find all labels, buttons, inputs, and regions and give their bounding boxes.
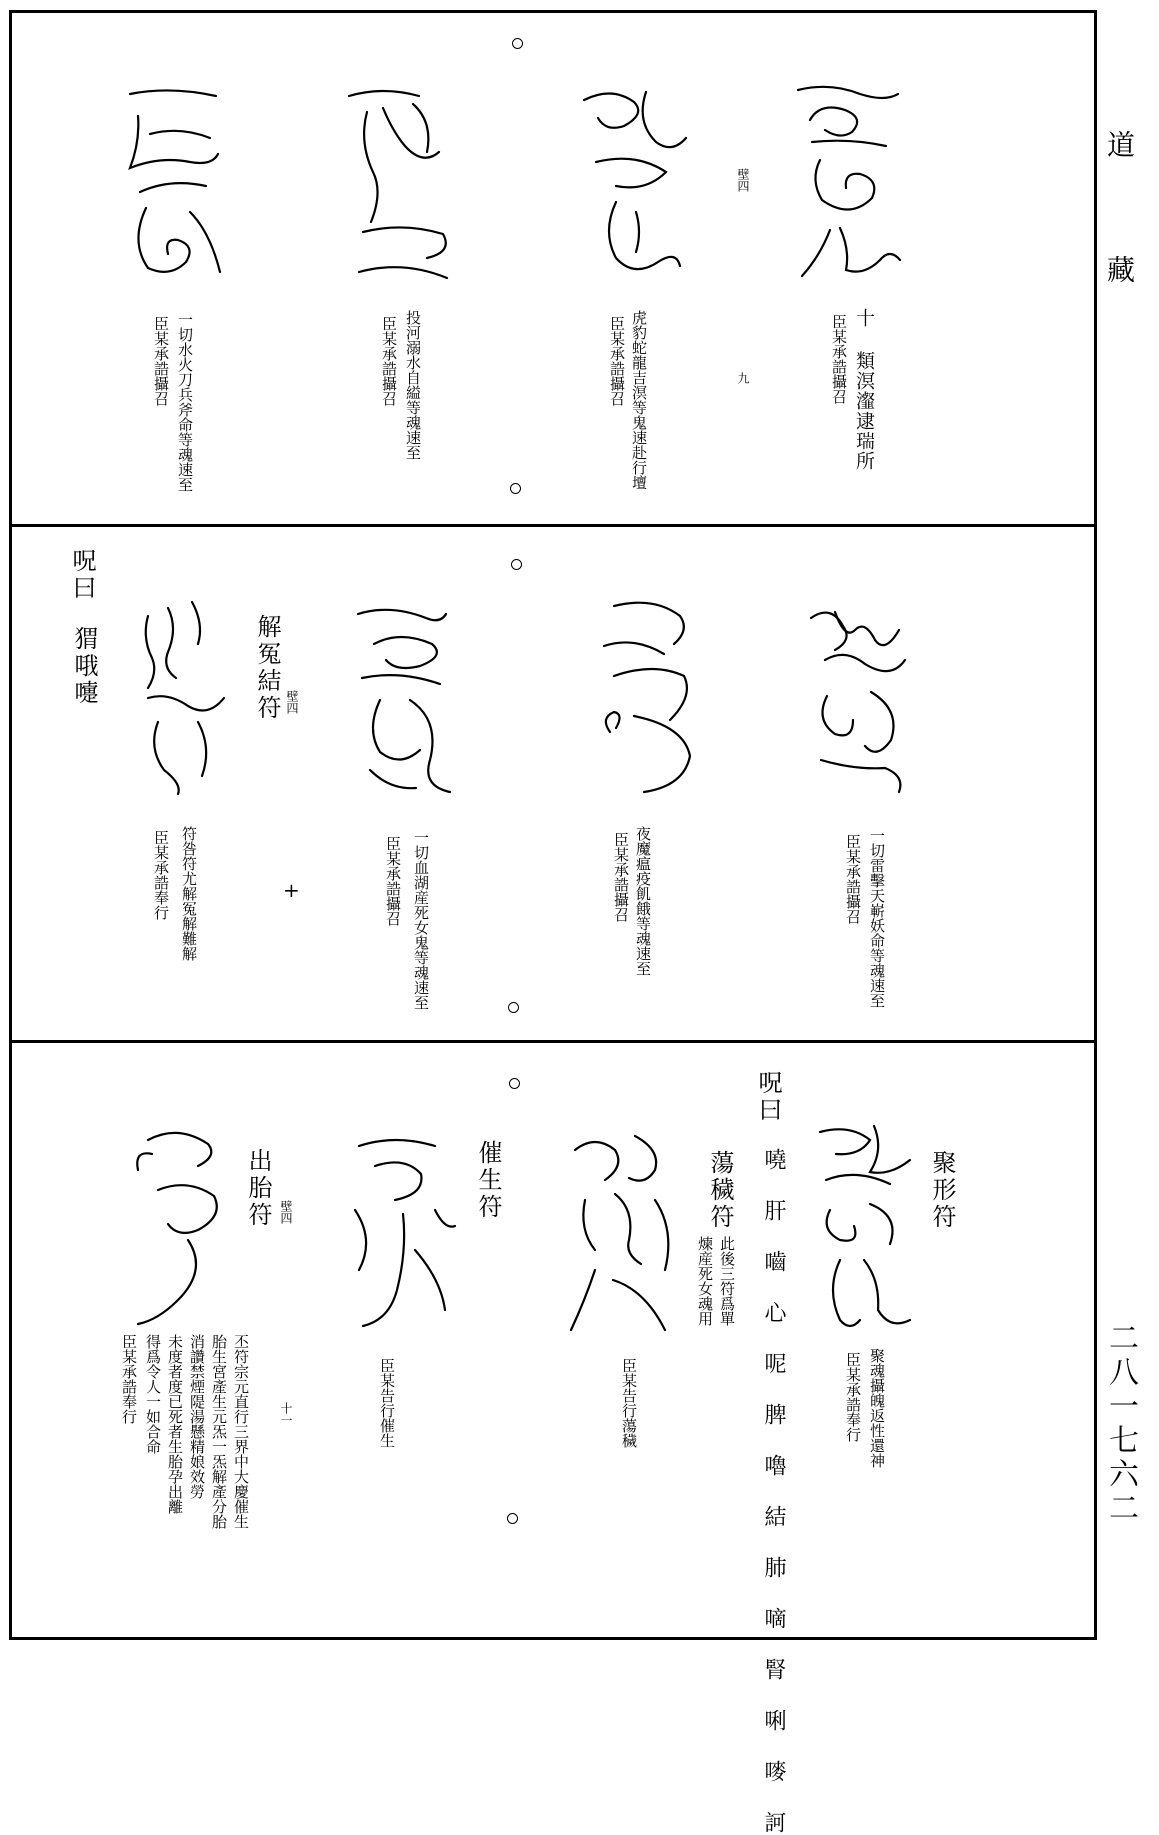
margin-mark: 壁四 [279,1200,293,1224]
caption-col: 消讚禁煙隄湯懸精娘效勞 [188,1334,206,1499]
collection-title-bottom: 藏 [1103,255,1136,283]
talisman-glyph-10 [565,1130,685,1340]
talisman-glyph-6 [594,596,704,796]
caption-col: 虎豹蛇龍吉溟等鬼速赴行壇 [630,310,648,490]
caption-col: 未度者度已死者生胎孕出離 [166,1334,184,1514]
talisman-glyph-4 [120,82,230,282]
binding-circle [509,1078,520,1089]
plus-mark: + [283,878,300,902]
caption-col: 聚魂攝魄返性還神 [868,1348,886,1468]
note-col: 煉産死女魂用 [696,1236,714,1326]
incantation-title: 呪曰 [68,548,96,602]
talisman-title: 解冤結符 [253,614,281,722]
caption-col: 一切血湖産死女鬼等魂速至 [412,830,430,1010]
margin-mark: 壁四 [285,690,299,714]
caption-col: 投河溺水自縊等魂速至 [404,310,422,460]
caption-col: 臣某承誥奉行 [152,830,170,920]
caption-col: 符咎符尤解冤解難解 [180,826,198,961]
margin-mark: 九 [736,372,750,384]
panel-divider-2 [9,1040,1097,1043]
caption-col: 臣某承誥攝召 [612,832,630,922]
talisman-title: 聚形符 [928,1150,956,1231]
talisman-title: 催生符 [474,1140,502,1221]
caption-col: 胎生宮產生元炁一炁解產分胎 [210,1334,228,1529]
margin-mark: 十一 [279,1402,293,1426]
incantation-title: 呪曰 [754,1070,782,1124]
talisman-glyph-9 [810,1120,920,1340]
collection-title-top: 道 [1103,130,1136,158]
caption-col: 一切雷擊天嶄妖命等魂速至 [868,828,886,1008]
talisman-glyph-11 [345,1130,465,1330]
talisman-title: 蕩穢符 [706,1150,734,1231]
talisman-glyph-7 [350,600,460,800]
caption-col: 臣某告行催生 [378,1358,396,1448]
page-number: 二八一七六二 [1103,1322,1138,1526]
talisman-glyph-1 [790,80,910,280]
margin-mark: 壁四 [736,168,750,192]
caption-col: 臣某承誥奉行 [844,1352,862,1442]
caption-col: 臣某承誥攝召 [152,316,170,406]
caption-col: 臣某承誥攝召 [844,834,862,924]
caption-col: 夜魔瘟疫飢餓等魂速至 [634,826,652,976]
binding-circle [507,1513,518,1524]
caption-col: 得爲令人一如合命 [144,1334,162,1454]
binding-circle [512,38,523,49]
caption-col: 一切水火刀兵斧命等魂速至 [176,312,194,492]
talisman-glyph-12 [128,1120,238,1330]
caption-col: 臣某承誥攝召 [830,314,848,404]
panel-divider-1 [9,524,1097,527]
caption-col: 臣某承誥攝召 [380,316,398,406]
incantation-text: 嘵 肝 嚙 心 呢 脾 嚕 結 肺 嘀 腎 唎 嘜 訶 [761,1148,786,1835]
talisman-glyph-8 [128,598,238,798]
note-col: 此後三符爲單 [718,1236,736,1326]
caption-col: 臣某承誥攝召 [608,316,626,406]
talisman-glyph-3 [343,82,463,282]
caption-col: 十 類溟瀣逮瑞所 [853,308,875,471]
talisman-glyph-2 [576,82,696,282]
binding-circle [510,483,521,494]
caption-col: 丕符宗元直行三界中大慶催生 [232,1334,250,1529]
caption-col: 臣某承誥攝召 [384,836,402,926]
talisman-title: 出胎符 [244,1148,272,1229]
talisman-glyph-5 [805,600,915,800]
caption-col: 臣某告行蕩穢 [620,1358,638,1448]
binding-circle [511,559,522,570]
incantation-text: 猬哦嚏 [70,626,98,707]
caption-col: 臣某承誥奉行 [120,1334,138,1424]
binding-circle [508,1002,519,1013]
